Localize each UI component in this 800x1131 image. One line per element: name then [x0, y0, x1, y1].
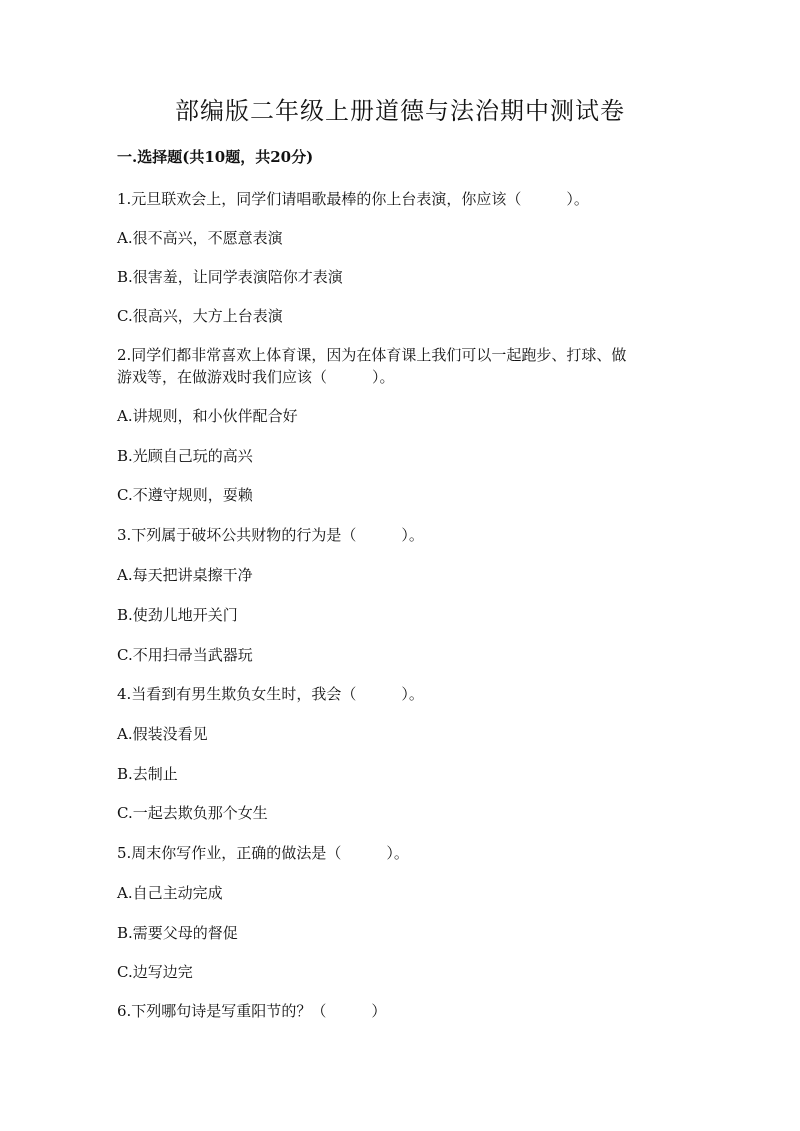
- question-3-option-b: B.使劲儿地开关门: [117, 606, 238, 624]
- question-5-option-c: C.边写边完: [117, 963, 193, 981]
- question-2-stem-line-2: 游戏等，在做游戏时我们应该（ ）。: [117, 368, 395, 386]
- question-6-stem: 6.下列哪句诗是写重阳节的？（ ）: [117, 1002, 387, 1020]
- question-5-stem: 5.周末你写作业，正确的做法是（ ）。: [117, 844, 409, 862]
- question-2-option-c: C.不遵守规则，耍赖: [117, 486, 253, 504]
- question-5-option-b: B.需要父母的督促: [117, 924, 238, 942]
- question-2-option-b: B.光顾自己玩的高兴: [117, 447, 253, 465]
- question-4-option-c: C.一起去欺负那个女生: [117, 804, 268, 822]
- question-1-stem: 1.元旦联欢会上，同学们请唱歌最棒的你上台表演，你应该（ ）。: [117, 190, 589, 208]
- question-4-option-b: B.去制止: [117, 765, 178, 783]
- section-heading: 一.选择题(共10题，共20分): [117, 148, 314, 166]
- question-1-option-b: B.很害羞，让同学表演陪你才表演: [117, 268, 343, 286]
- page-title: 部编版二年级上册道德与法治期中测试卷: [175, 97, 625, 125]
- question-3-option-a: A.每天把讲桌擦干净: [117, 566, 253, 584]
- question-5-option-a: A.自己主动完成: [117, 884, 223, 902]
- question-3-stem: 3.下列属于破坏公共财物的行为是（ ）。: [117, 526, 424, 544]
- question-4-stem: 4.当看到有男生欺负女生时，我会（ ）。: [117, 685, 424, 703]
- question-2-option-a: A.讲规则，和小伙伴配合好: [117, 407, 298, 425]
- question-2-stem-line-1: 2.同学们都非常喜欢上体育课，因为在体育课上我们可以一起跑步、打球、做: [117, 346, 627, 364]
- question-4-option-a: A.假装没看见: [117, 725, 208, 743]
- question-1-option-a: A.很不高兴，不愿意表演: [117, 229, 283, 247]
- question-3-option-c: C.不用扫帚当武器玩: [117, 646, 253, 664]
- question-1-option-c: C.很高兴，大方上台表演: [117, 307, 283, 325]
